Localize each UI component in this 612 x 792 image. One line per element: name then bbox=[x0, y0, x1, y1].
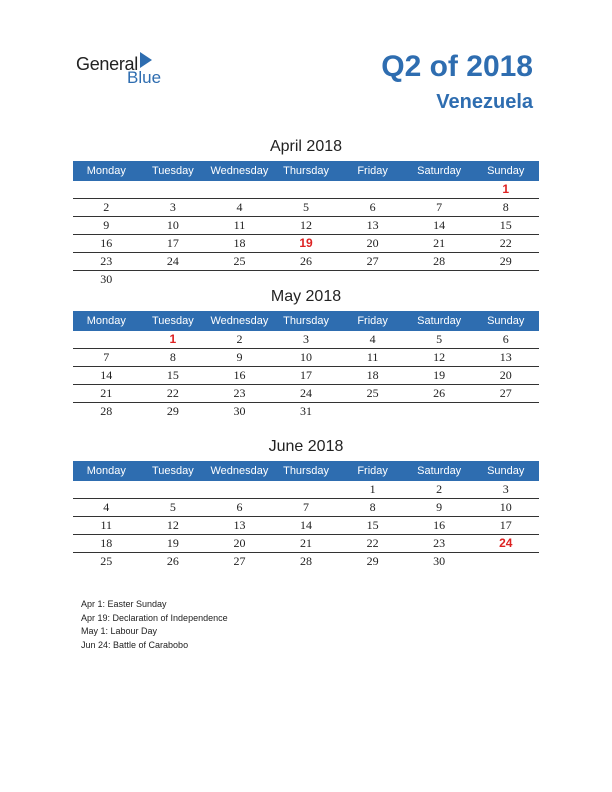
weekday-label: Sunday bbox=[487, 315, 525, 327]
weekday-label: Monday bbox=[86, 465, 126, 477]
weekday-header bbox=[73, 461, 539, 481]
day-cell bbox=[472, 553, 539, 570]
day-cell: 7 bbox=[436, 200, 443, 214]
weekday-label: Tuesday bbox=[151, 165, 194, 177]
day-cell: 21 bbox=[300, 536, 313, 550]
holiday-note: Apr 1: Easter Sunday bbox=[81, 599, 167, 609]
day-cell bbox=[206, 481, 273, 498]
day-cell bbox=[73, 331, 140, 348]
day-cell bbox=[406, 181, 473, 198]
day-cell: 12 bbox=[166, 518, 179, 532]
day-cell: 26 bbox=[433, 386, 446, 400]
day-cell: 17 bbox=[300, 368, 313, 382]
day-cell bbox=[273, 481, 340, 498]
day-cell: 7 bbox=[303, 500, 310, 514]
week-row bbox=[73, 367, 539, 385]
day-cell: 8 bbox=[502, 200, 509, 214]
logo-text-general: General bbox=[76, 54, 138, 74]
month-calendar bbox=[73, 137, 539, 288]
day-cell: 5 bbox=[303, 200, 310, 214]
day-cell: 15 bbox=[499, 218, 512, 232]
day-cell: 10 bbox=[166, 218, 179, 232]
day-cell: 17 bbox=[166, 236, 179, 250]
day-cell: 19 bbox=[433, 368, 446, 382]
day-cell: 6 bbox=[236, 500, 243, 514]
day-cell: 23 bbox=[433, 536, 446, 550]
week-row bbox=[73, 199, 539, 217]
month-calendar bbox=[73, 287, 539, 420]
day-cell bbox=[406, 271, 473, 288]
week-row bbox=[73, 235, 539, 253]
day-cell: 1 bbox=[369, 482, 376, 496]
weekday-label: Wednesday bbox=[210, 165, 269, 177]
logo-text-blue: Blue bbox=[127, 68, 162, 87]
day-cell: 1 bbox=[502, 182, 510, 196]
holiday-note: May 1: Labour Day bbox=[81, 626, 158, 636]
day-cell: 28 bbox=[433, 254, 446, 268]
day-cell: 27 bbox=[366, 254, 379, 268]
day-cell: 12 bbox=[300, 218, 313, 232]
day-cell: 14 bbox=[300, 518, 313, 532]
day-cell: 22 bbox=[166, 386, 179, 400]
day-cell: 29 bbox=[499, 254, 512, 268]
day-cell: 20 bbox=[366, 236, 379, 250]
day-cell: 13 bbox=[233, 518, 246, 532]
day-cell: 4 bbox=[236, 200, 243, 214]
logo-triangle-icon bbox=[140, 52, 152, 68]
day-cell: 16 bbox=[433, 518, 446, 532]
day-cell: 10 bbox=[499, 500, 512, 514]
weekday-label: Wednesday bbox=[210, 315, 269, 327]
day-cell: 23 bbox=[233, 386, 246, 400]
day-cell: 18 bbox=[366, 368, 379, 382]
month-title: May 2018 bbox=[270, 288, 342, 305]
day-cell: 3 bbox=[169, 200, 176, 214]
day-cell: 27 bbox=[233, 554, 246, 568]
day-cell: 6 bbox=[369, 200, 376, 214]
day-cell bbox=[140, 271, 207, 288]
day-cell: 4 bbox=[103, 500, 110, 514]
day-cell: 5 bbox=[436, 332, 443, 346]
week-row bbox=[73, 253, 539, 271]
day-cell bbox=[273, 181, 340, 198]
day-cell: 13 bbox=[499, 350, 512, 364]
day-cell: 24 bbox=[166, 254, 179, 268]
day-cell: 30 bbox=[100, 272, 113, 286]
weekday-header bbox=[73, 161, 539, 181]
day-cell: 7 bbox=[103, 350, 110, 364]
week-row bbox=[73, 217, 539, 235]
day-cell: 20 bbox=[499, 368, 512, 382]
day-cell bbox=[339, 271, 406, 288]
day-cell bbox=[73, 481, 140, 498]
week-row bbox=[73, 517, 539, 535]
day-cell: 8 bbox=[369, 500, 376, 514]
day-cell: 13 bbox=[366, 218, 379, 232]
day-cell: 16 bbox=[233, 368, 246, 382]
day-cell: 30 bbox=[433, 554, 446, 568]
day-cell: 3 bbox=[502, 482, 509, 496]
day-cell bbox=[206, 181, 273, 198]
day-cell: 22 bbox=[499, 236, 512, 250]
day-cell bbox=[140, 181, 207, 198]
day-cell: 2 bbox=[236, 332, 243, 346]
day-cell: 28 bbox=[300, 554, 313, 568]
holiday-notes bbox=[81, 598, 228, 652]
weekday-label: Saturday bbox=[417, 465, 462, 477]
day-cell: 24 bbox=[300, 386, 313, 400]
day-cell: 25 bbox=[366, 386, 379, 400]
day-cell: 21 bbox=[100, 386, 113, 400]
week-row bbox=[73, 331, 539, 349]
day-cell: 27 bbox=[499, 386, 512, 400]
weekday-label: Thursday bbox=[283, 165, 329, 177]
page-title: Q2 of 2018 bbox=[381, 50, 533, 83]
day-cell: 21 bbox=[433, 236, 446, 250]
day-cell bbox=[472, 403, 539, 420]
day-cell: 1 bbox=[169, 332, 177, 346]
weekday-header bbox=[73, 311, 539, 331]
day-cell: 29 bbox=[166, 404, 179, 418]
day-cell bbox=[339, 181, 406, 198]
day-cell: 25 bbox=[100, 554, 113, 568]
week-row bbox=[73, 271, 539, 288]
day-cell: 9 bbox=[436, 500, 443, 514]
day-cell: 18 bbox=[233, 236, 246, 250]
weekday-label: Friday bbox=[357, 465, 388, 477]
day-cell: 29 bbox=[366, 554, 379, 568]
day-cell: 14 bbox=[433, 218, 446, 232]
week-row bbox=[73, 181, 539, 199]
weekday-label: Friday bbox=[357, 315, 388, 327]
day-cell: 2 bbox=[103, 200, 110, 214]
day-cell bbox=[73, 181, 140, 198]
day-cell: 14 bbox=[100, 368, 113, 382]
day-cell: 3 bbox=[303, 332, 310, 346]
day-cell: 15 bbox=[166, 368, 179, 382]
day-cell: 12 bbox=[433, 350, 446, 364]
day-cell: 22 bbox=[366, 536, 379, 550]
weekday-label: Saturday bbox=[417, 315, 462, 327]
week-row bbox=[73, 553, 539, 570]
day-cell: 9 bbox=[103, 218, 110, 232]
day-cell: 11 bbox=[100, 518, 113, 532]
day-cell bbox=[273, 271, 340, 288]
day-cell bbox=[472, 271, 539, 288]
month-title: June 2018 bbox=[268, 438, 344, 455]
day-cell: 26 bbox=[166, 554, 179, 568]
day-cell: 19 bbox=[299, 236, 313, 250]
day-cell: 19 bbox=[166, 536, 179, 550]
weekday-label: Thursday bbox=[283, 465, 329, 477]
weekday-label: Sunday bbox=[487, 465, 525, 477]
day-cell: 2 bbox=[436, 482, 443, 496]
day-cell: 26 bbox=[300, 254, 313, 268]
day-cell: 6 bbox=[502, 332, 509, 346]
weekday-label: Wednesday bbox=[210, 465, 269, 477]
holiday-note: Apr 19: Declaration of Independence bbox=[81, 612, 228, 623]
day-cell: 16 bbox=[100, 236, 113, 250]
day-cell: 18 bbox=[100, 536, 113, 550]
day-cell bbox=[339, 403, 406, 420]
day-cell: 11 bbox=[366, 350, 379, 364]
day-cell: 20 bbox=[233, 536, 246, 550]
weekday-label: Monday bbox=[86, 315, 126, 327]
month-title: April 2018 bbox=[269, 138, 343, 155]
weekday-label: Saturday bbox=[417, 165, 462, 177]
week-row bbox=[73, 349, 539, 367]
day-cell: 8 bbox=[169, 350, 176, 364]
day-cell: 28 bbox=[100, 404, 113, 418]
weekday-label: Sunday bbox=[487, 165, 525, 177]
day-cell: 11 bbox=[233, 218, 246, 232]
day-cell: 31 bbox=[300, 404, 313, 418]
day-cell: 5 bbox=[169, 500, 176, 514]
day-cell: 9 bbox=[236, 350, 243, 364]
week-row bbox=[73, 481, 539, 499]
day-cell: 15 bbox=[366, 518, 379, 532]
week-row bbox=[73, 385, 539, 403]
country-name: Venezuela bbox=[436, 91, 533, 113]
week-row bbox=[73, 535, 539, 553]
day-cell: 25 bbox=[233, 254, 246, 268]
day-cell: 23 bbox=[100, 254, 113, 268]
day-cell: 10 bbox=[300, 350, 313, 364]
weekday-label: Thursday bbox=[283, 315, 329, 327]
day-cell: 30 bbox=[233, 404, 246, 418]
month-calendar bbox=[73, 437, 539, 570]
week-row bbox=[73, 499, 539, 517]
holiday-note: Jun 24: Battle of Carabobo bbox=[81, 639, 189, 650]
weekday-label: Friday bbox=[357, 165, 388, 177]
day-cell: 4 bbox=[369, 332, 376, 346]
week-row bbox=[73, 403, 539, 420]
day-cell bbox=[140, 481, 207, 498]
weekday-label: Tuesday bbox=[151, 465, 194, 477]
weekday-label: Monday bbox=[86, 165, 126, 177]
day-cell: 24 bbox=[499, 536, 513, 550]
day-cell bbox=[406, 403, 473, 420]
weekday-label: Tuesday bbox=[151, 315, 194, 327]
day-cell bbox=[206, 271, 273, 288]
day-cell: 17 bbox=[499, 518, 512, 532]
brand-logo bbox=[76, 52, 176, 88]
